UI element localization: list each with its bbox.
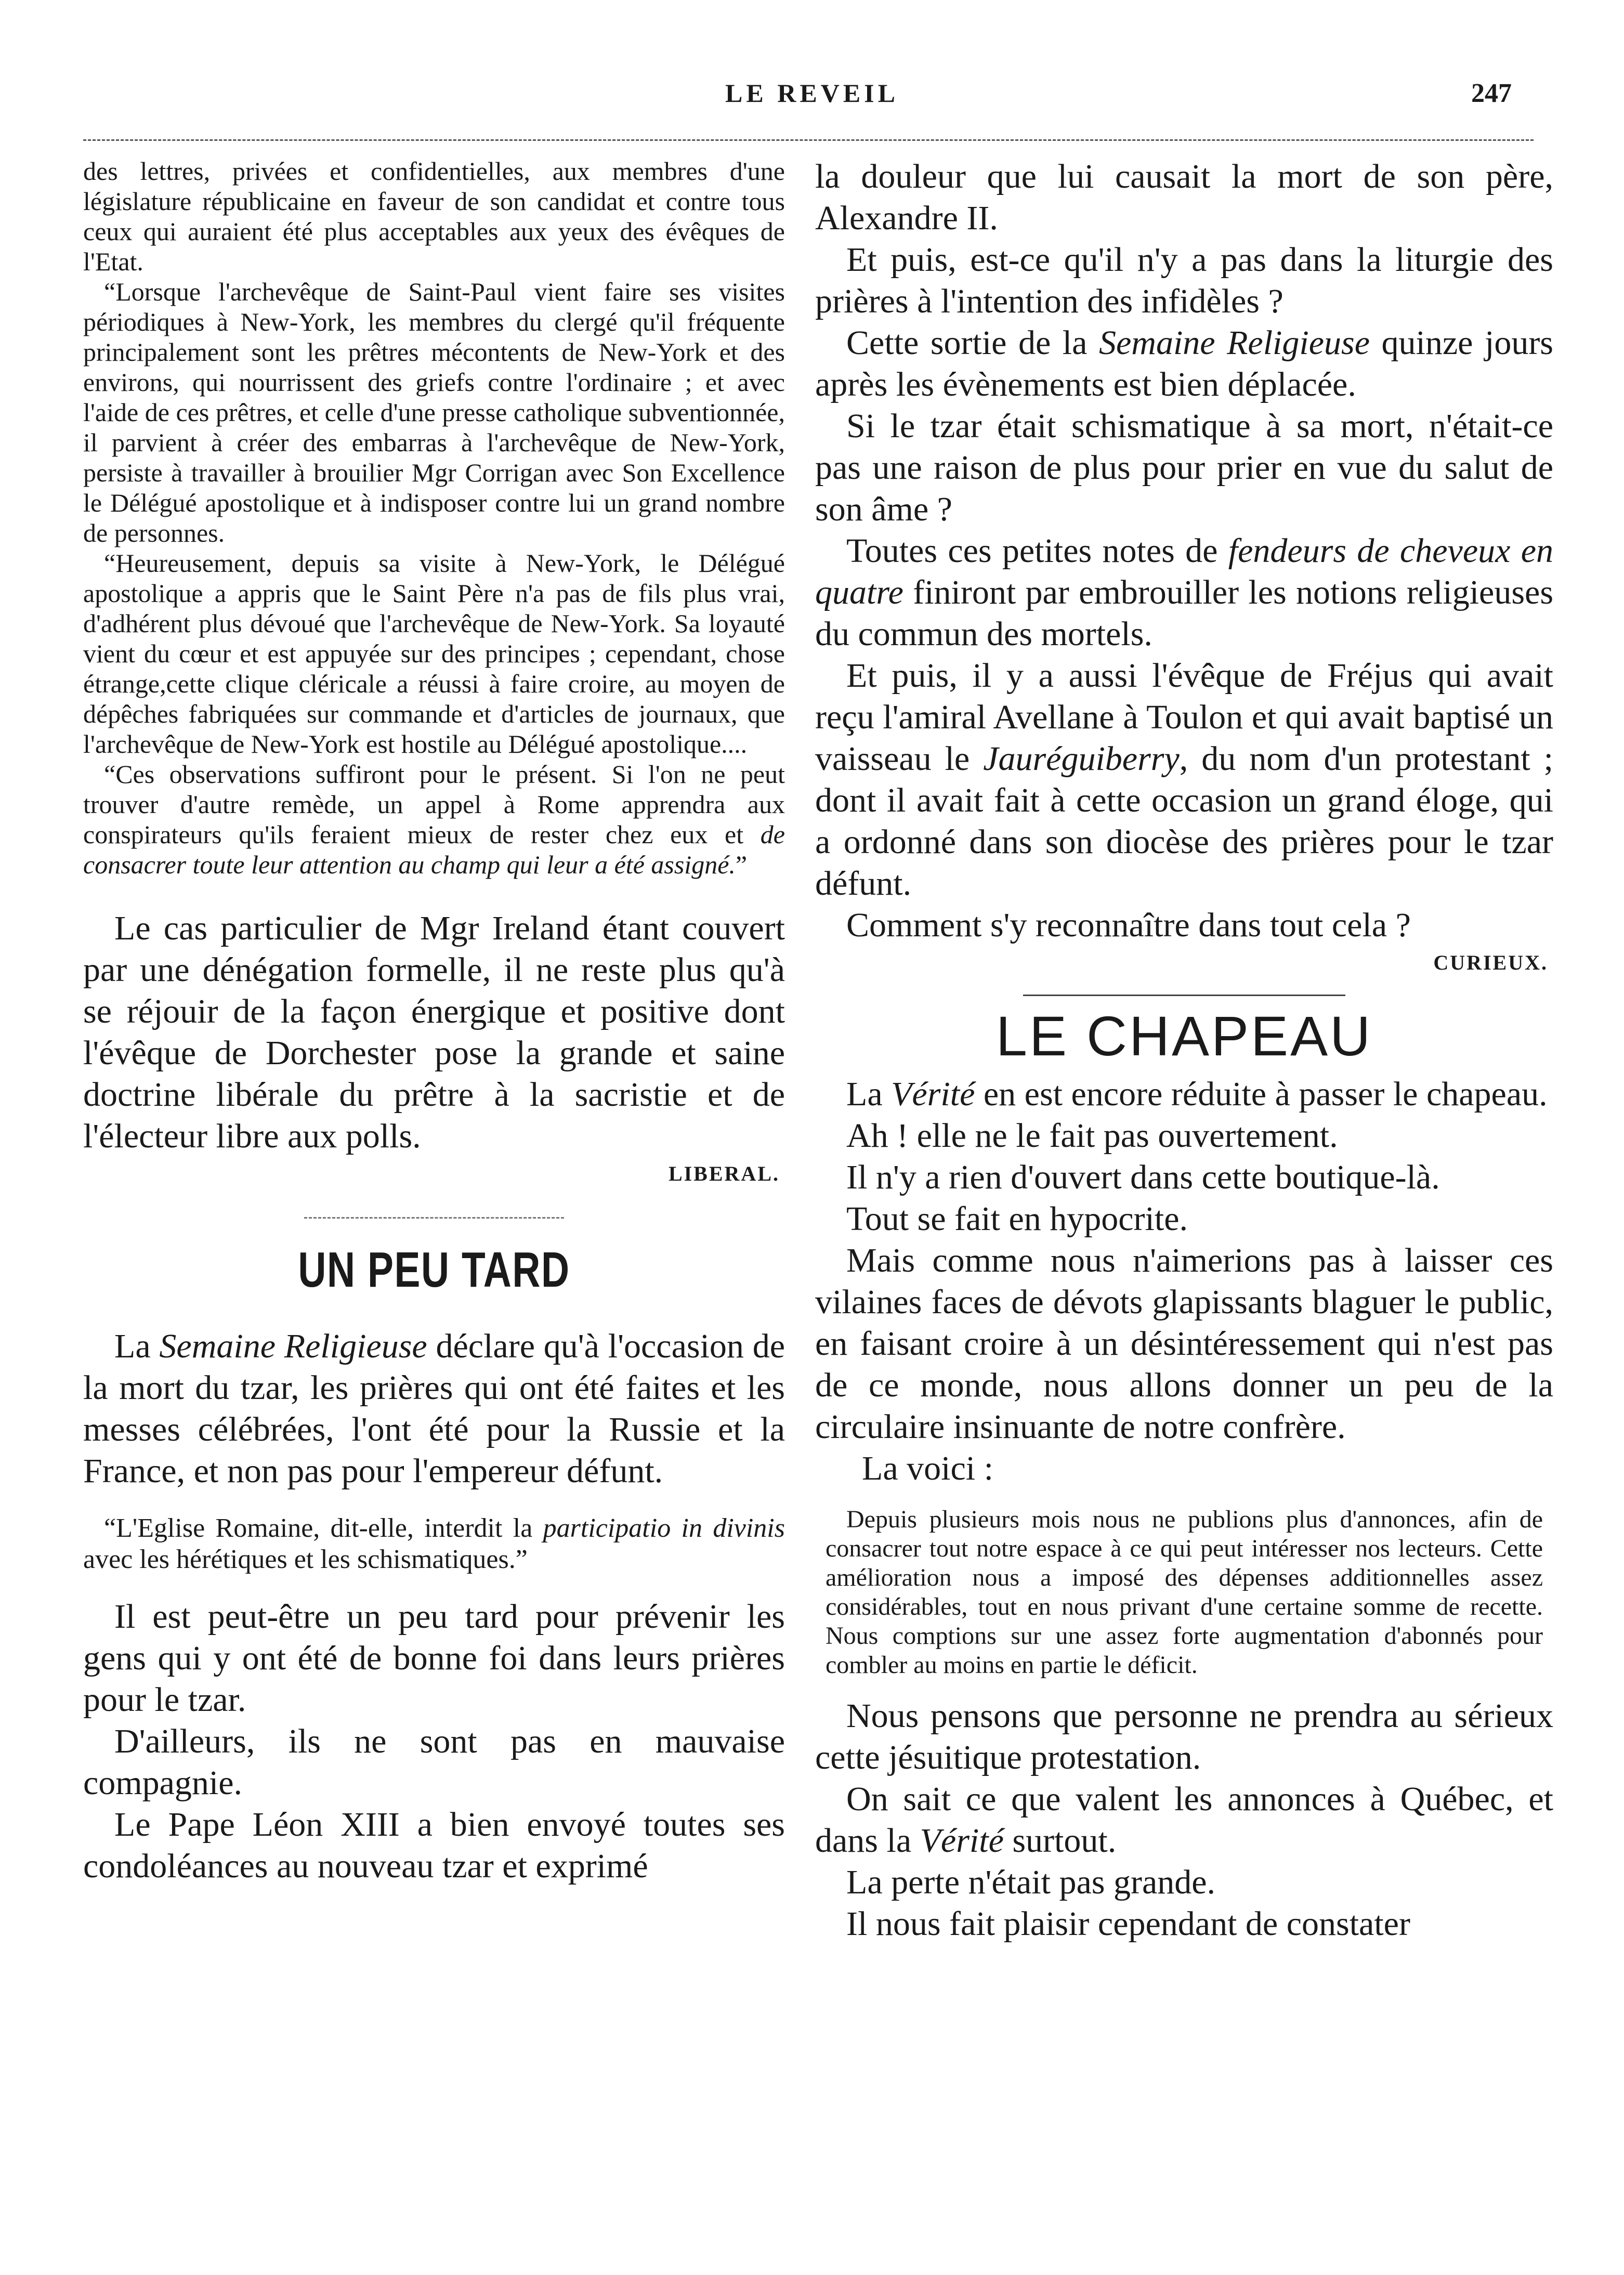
text-run: Cette sortie de la xyxy=(846,324,1099,362)
text-run: “L'Eglise Romaine, dit-elle, interdit la xyxy=(104,1513,543,1543)
text-run: Et puis, il y a aussi l'évêque de Fréjus qui avait reçu l'amiral Avellane à Toulon et qui avait baptisé un vaisseau le xyxy=(815,657,1553,778)
article-paragraph: La voici : xyxy=(862,1449,993,1487)
publication-name: Vérité xyxy=(920,1822,1004,1860)
article-title: UN PEU TARD xyxy=(298,1242,570,1298)
text-run: avec les hérétiques et les schismatiques.” xyxy=(83,1545,528,1574)
section-divider xyxy=(304,1217,564,1219)
text-run: déclare qu'à l'occasion de la mort du tzar, les prières qui ont été faites et les messes célébrées, l'ont été pour la Russie et la France, et non pas pour l'empereur défunt. xyxy=(83,1327,785,1490)
article-paragraph: la douleur que lui causait la mort de son père, Alexandre II. xyxy=(815,158,1553,237)
quote-paragraph: Depuis plusieurs mois nous ne publions plus d'annonces, afin de consacrer tout notre espace à ce qui peut intéresser nos lecteurs. Cette amélioration nous a imposé des dépenses additionnelles assez considérables, tout en nous privant d'une certaine somme de recette. Nous comptions sur une assez forte augmentation d'abonnés pour combler au moins en partie le déficit. xyxy=(826,1506,1543,1679)
article-paragraph: Nous pensons que personne ne prendra au sérieux cette jésuitique protestation. xyxy=(815,1697,1553,1776)
article-paragraph xyxy=(815,322,1553,406)
article-paragraph: Il nous fait plaisir cependant de constater xyxy=(846,1905,1410,1943)
article-paragraph xyxy=(815,1779,1553,1862)
article-paragraph xyxy=(815,1074,1553,1115)
article-paragraph: Le Pape Léon XIII a bien envoyé toutes ses condoléances au nouveau tzar et exprimé xyxy=(83,1806,785,1885)
article-paragraph: Il est peut-être un peu tard pour prévenir les gens qui y ont été de bonne foi dans leurs prières pour le tzar. xyxy=(83,1598,785,1719)
text-run: surtout. xyxy=(1003,1822,1117,1860)
article-paragraph: Tout se fait en hypocrite. xyxy=(846,1200,1188,1238)
article-paragraph: Le cas particulier de Mgr Ireland étant couvert par une dénégation formelle, il ne reste plus qu'à se réjouir de la façon énergique et positive dont l'évêque de Dorchester pose la grande et saine doctrine libérale du prêtre à la sacristie et de l'électeur libre aux polls. xyxy=(83,909,785,1155)
latin-phrase: participatio in divinis xyxy=(543,1513,785,1543)
quote-close: ” xyxy=(735,850,748,879)
text-run: La xyxy=(114,1327,160,1365)
text-run: finiront par embrouiller les notions religieuses du commun des mortels. xyxy=(815,573,1553,653)
page-number: 247 xyxy=(1471,79,1512,108)
article-paragraph: Ah ! elle ne le fait pas ouvertement. xyxy=(846,1117,1338,1155)
ship-name: Jauréguiberry xyxy=(983,740,1180,778)
text-run: , du nom d'un protestant ; dont il avait fait à cette occasion un grand éloge, qui a ordonné dans son diocèse des prières pour le tzar défunt. xyxy=(815,740,1554,903)
article-paragraph xyxy=(83,1326,785,1492)
publication-name: Semaine Religieuse xyxy=(159,1327,427,1365)
quote-italic-text: de consacrer toute leur attention au champ qui leur a été assigné. xyxy=(83,820,785,879)
publication-name: Semaine Religieuse xyxy=(1098,324,1370,362)
text-run: en est encore réduite à passer le chapeau. xyxy=(975,1075,1548,1113)
article-paragraph: La perte n'était pas grande. xyxy=(846,1863,1216,1901)
text-run: quinze jours après les évènements est bien déplacée. xyxy=(815,324,1553,403)
text-run: La xyxy=(846,1075,892,1113)
text-run: Toutes ces petites notes de xyxy=(846,532,1228,570)
right-column xyxy=(815,156,1553,1945)
quote-paragraph: des lettres, privées et confidentielles, aux membres d'une législature républicaine en faveur de son candidat et contre tous ceux qui auraient été plus acceptables aux yeux des évêques de l'Etat. xyxy=(83,156,785,276)
article-paragraph: Et puis, est-ce qu'il n'y a pas dans la liturgie des prières à l'intention des infidèles ? xyxy=(815,241,1553,320)
quote-paragraph xyxy=(83,759,785,880)
article-paragraph: Mais comme nous n'aimerions pas à laisser ces vilaines faces de dévots glapissants blaguer le public, en faisant croire à un désintéressement qui n'est pas de ce monde, nous allons donner un peu de la circulaire insinuante de notre confrère. xyxy=(815,1241,1553,1446)
italic-phrase: fendeurs de cheveux en quatre xyxy=(815,532,1554,611)
article-paragraph: Comment s'y reconnaître dans tout cela ? xyxy=(846,906,1411,944)
header-divider xyxy=(83,139,1534,141)
article-paragraph: D'ailleurs, ils ne sont pas en mauvaise compagnie. xyxy=(83,1722,785,1802)
quote-paragraph: “Heureusement, depuis sa visite à New-York, le Délégué apostolique a appris que le Saint Père n'a pas de fils plus vrai, d'adhérent plus dévoué que l'archevêque de New-York. Sa loyauté vient du cœur et est appuyée sur des principes ; cependant, chose étrange,cette clique cléricale a réussi à faire croire, au moyen de dépêches fabriquées sur commande et d'articles de journaux, que l'archevêque de New-York est hostile au Délégué apostolique.... xyxy=(83,548,785,759)
article-paragraph: Si le tzar était schismatique à sa mort, n'était-ce pas une raison de plus pour prier en vue du salut de son âme ? xyxy=(815,407,1553,528)
quote-paragraph: “Lorsque l'archevêque de Saint-Paul vient faire ses visites périodiques à New-York, les membres du clergé qu'il fréquente principalement sont les prêtres mécontents de New-York et des environs, qui nourrissent des griefs contre l'ordinaire ; et avec l'aide de ces prêtres, et celle d'une presse catholique subventionnée, il parvient à créer des embarras à l'archevêque de New-York, persiste à travailler à brouilier Mgr Corrigan avec Son Excellence le Délégué apostolique et à indisposer contre lui un grand nombre de personnes. xyxy=(83,277,785,547)
author-signature: LIBERAL. xyxy=(668,1162,780,1185)
quote-paragraph xyxy=(83,1513,785,1575)
article-paragraph: Il n'y a rien d'ouvert dans cette boutique-là. xyxy=(846,1158,1440,1196)
article-title: LE CHAPEAU xyxy=(996,1004,1373,1067)
section-divider xyxy=(1023,995,1345,996)
text-run: On sait ce que valent les annonces à Québec, et dans la xyxy=(815,1780,1553,1860)
article-paragraph xyxy=(815,655,1553,905)
article-paragraph xyxy=(815,530,1553,655)
author-signature: CURIEUX. xyxy=(1433,951,1548,974)
quote-text: “Ces observations suffiront pour le présent. Si l'on ne peut trouver d'autre remède, un appel à Rome apprendra aux conspirateurs qu'ils feraient mieux de rester chez eux et xyxy=(83,760,785,849)
left-column xyxy=(83,156,785,1887)
publication-name: Vérité xyxy=(891,1075,975,1113)
running-head: LE REVEIL xyxy=(725,79,899,108)
